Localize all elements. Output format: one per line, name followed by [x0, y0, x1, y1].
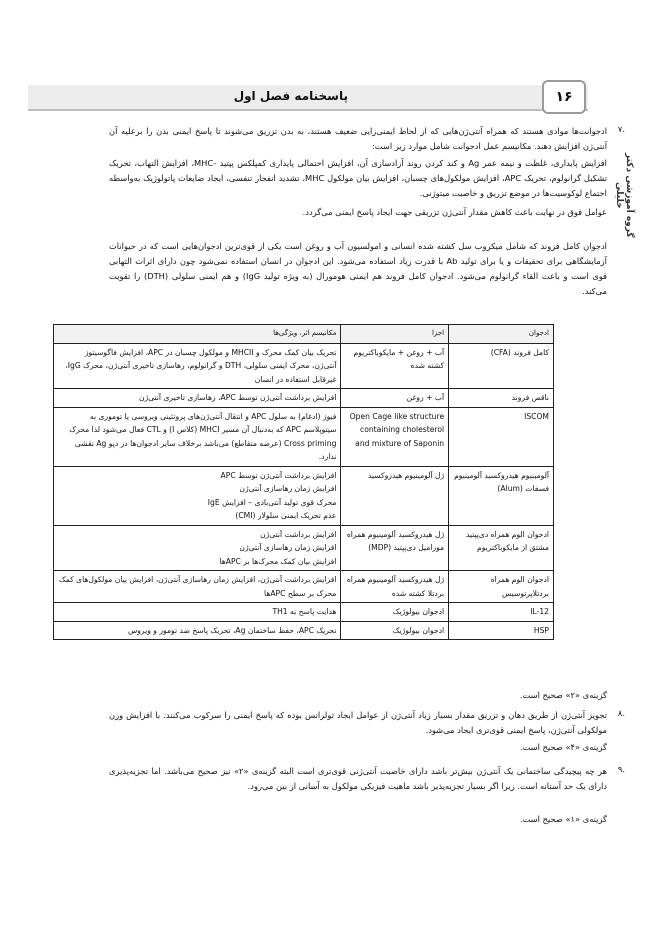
q8-text: تجویز آنتی‌ژن از طریق دهان و تزریق مقدار بسیار زیاد آنتی‌ژن از عوامل ایجاد تولرانس بوده که پاسخ ایمنی را سرکوب می‌کنند. با افزایش وزن مولکولی آنتی‌ژن، پاسخ ایمنی قوی‌تری ایجاد می‌شود. — [109, 710, 607, 735]
table-row — [54, 571, 554, 603]
table-cell: ژل هیدروکسید آلومینیوم همراه مورامیل دی‌پپتید (MDP) — [341, 525, 449, 571]
table-row — [54, 466, 554, 525]
adjuvant-table — [53, 324, 554, 640]
q7-paragraph-3: عوامل فوق در نهایت باعث کاهش مقدار آنتی‌ژن تزریقی جهت ایجاد پاسخ ایمنی می‌گردد. — [302, 207, 607, 217]
q7-paragraph-4: ادجوان کامل فروند که شامل میکروب سل کشته شده انسانی و امولسیون آب و روغن است یکی از قوی‌ترین ادجوان‌هایی است که در حیوانات آزمایشگاهی برای تحقیقات و یا برای تولید Ab با قدرت زیاد استفاده می‌شود. این ادجوان در انسان استفاده نمی‌شود چون دارای اثرات التهابی قوی است و باعث القاء گرانولوم می‌شود. ادجوان کامل فروند هم ایمنی هومورال (به ویژه تولید IgG) و هم ایمنی سلولی (DTH) را تقویت می‌کند. — [109, 241, 608, 296]
table-cell: HSP — [449, 621, 554, 640]
table-cell: آلومینیوم هیدروکسید آلومینیوم فسفات (Alum) — [449, 466, 554, 525]
question-number-7: ۷. — [617, 124, 625, 134]
table-row — [54, 343, 554, 389]
table-cell: ادجوان الوم همراه بردتلاپرتوسیس — [449, 571, 554, 603]
q8-answer: گزینه‌ی «۴» صحیح است. — [519, 742, 607, 752]
table-cell: Open Cage like structure containing cholesterol and mixture of Saponin — [341, 407, 449, 466]
question-number-8: ۸. — [617, 708, 625, 718]
question-number-9: ۹. — [617, 764, 625, 774]
table-cell: IL-12 — [449, 603, 554, 622]
chapter-title: پاسخنامه فصل اول — [233, 89, 348, 103]
table-cell: تحریک APC، حفظ ساختمان Ag، تحریک پاسخ ضد تومور و ویروس — [54, 621, 341, 640]
q7-paragraph-1: ادجوانت‌ها موادی هستند که همراه آنتی‌ژن‌هایی که از لحاظ ایمنی‌زایی ضعیف هستند، به بدن تزریق می‌شوند تا پاسخ ایمنی بدن را برعلیه آن آنتی‌ژن افزایش دهند. مکانیسم عمل ادجوانت شامل موارد زیر است: — [109, 126, 607, 151]
table-row — [54, 525, 554, 571]
table-cell: افزایش برداشت آنتی‌ژن توسط APC، رهاسازی تاخیری آنتی‌ژن — [54, 389, 341, 408]
table-header-row — [54, 325, 554, 344]
table-cell: آب + روغن — [341, 389, 449, 408]
table-row — [54, 407, 554, 466]
table-cell: ادجوان بیولوژیک — [341, 621, 449, 640]
table-header-cell: اجزا — [341, 325, 449, 344]
table-cell: آب + روغن + مایکوباکتریوم کشته شده — [341, 343, 449, 389]
table-cell: هدایت پاسخ به TH1 — [54, 603, 341, 622]
q9-text: هر چه پیچیدگی ساختمانی یک آنتی‌ژن بیش‌تر باشد دارای خاصیت آنتی‌ژنی قوی‌تری است البته گزینه‌ی «۲» نیز صحیح می‌باشد. اما تجزیه‌پذیری دارای یک حد آستانه است. زیرا اگر بسیار تجزیه‌پذیر باشد ماهیت فیزیکی مولکول به آسانی از بین می‌رود. — [109, 766, 607, 791]
table-cell: کامل فروند (CFA) — [449, 343, 554, 389]
table-cell: ژل هیدروکسید آلومینیوم همراه بردتلا کشته شده — [341, 571, 449, 603]
table-row — [54, 621, 554, 640]
table-header-cell: ادجوان — [449, 325, 554, 344]
q7-paragraph-2: افزایش پایداری، غلظت و نیمه عمر Ag و کند کردن روند آزادسازی آن، افزایش احتمالی پایداری کمپلکس پپتید -MHC، افزایش التهاب، تحریک تشکیل گرانولوم، تحریک APC، افزایش مولکول‌های چسبان، افزایش بیان مولکول MHC، تشدید انفجار تنفسی، ایجاد ضایعات پاتولوژیک به‌واسطه اجتماع لوکوسیت‌ها در موضع تزریق و خاصیت میتوژنی. — [109, 158, 608, 198]
q9-answer: گزینه‌ی «۱» صحیح است. — [519, 814, 607, 824]
table-row — [54, 389, 554, 408]
q7-answer: گزینه‌ی «۲» صحیح است. — [519, 690, 607, 700]
table-header-cell: مکانیسم اثر، ویژگی‌ها — [54, 325, 341, 344]
table-cell: افزایش برداشت آنتی‌ژن، افزایش زمان رهاسازی آنتی‌ژن، افزایش بیان مولکول‌های کمک محرک بر سطح APCها — [54, 571, 341, 603]
table-cell: افزایش برداشت آنتی‌ژن توسط APC افزایش زمان رهاسازی آنتی‌ژن محرک قوی تولید آنتی‌بادی – افزایش IgE عدم تحریک ایمنی سلولار (CMI) — [54, 466, 341, 525]
chapter-header-bar — [28, 85, 588, 111]
table-cell: تحریک بیان کمک محرک و MHCII و مولکول چسبان در APC، افزایش فاگوسیتوز آنتی‌ژن، محرک ایمنی سلولی، DTH و گرانولوم، رهاسازی تاخیری آنتی‌ژن، محرک IgG، غیرقابل استفاده در انسان — [54, 343, 341, 389]
table-cell: افزایش برداشت آنتی‌ژن افزایش زمان رهاسازی آنتی‌ژن افزایش بیان کمک محرک‌ها بر APCها — [54, 525, 341, 571]
table-cell: ISCOM — [449, 407, 554, 466]
table-cell: ژل آلومینیوم هیدروکسید — [341, 466, 449, 525]
table-cell: ادجوان الوم همراه دی‌پپتید مشتق از مایکوباکتریوم — [449, 525, 554, 571]
table-cell: ادجوان بیولوژیک — [341, 603, 449, 622]
table-cell: فیوز (ادغام) به سلول APC و انتقال آنتی‌ژن‌های پروتئینی ویروسی یا توموری به سیتوپلاسم APC که به‌دنبال آن مسیر MHCI (کلاس I) و CTL فعال می‌شود لذا محرک Cross priming (عرضه متقاطع) می‌باشد برخلاف سایر ادجوان‌ها در دپو Ag نقشی ندارد. — [54, 407, 341, 466]
page-number: ۱۶ — [542, 80, 586, 114]
table-row — [54, 603, 554, 622]
side-label: گروه آموزشی دکتر خلیلی — [614, 152, 634, 238]
table-cell: ناقص فروند — [449, 389, 554, 408]
